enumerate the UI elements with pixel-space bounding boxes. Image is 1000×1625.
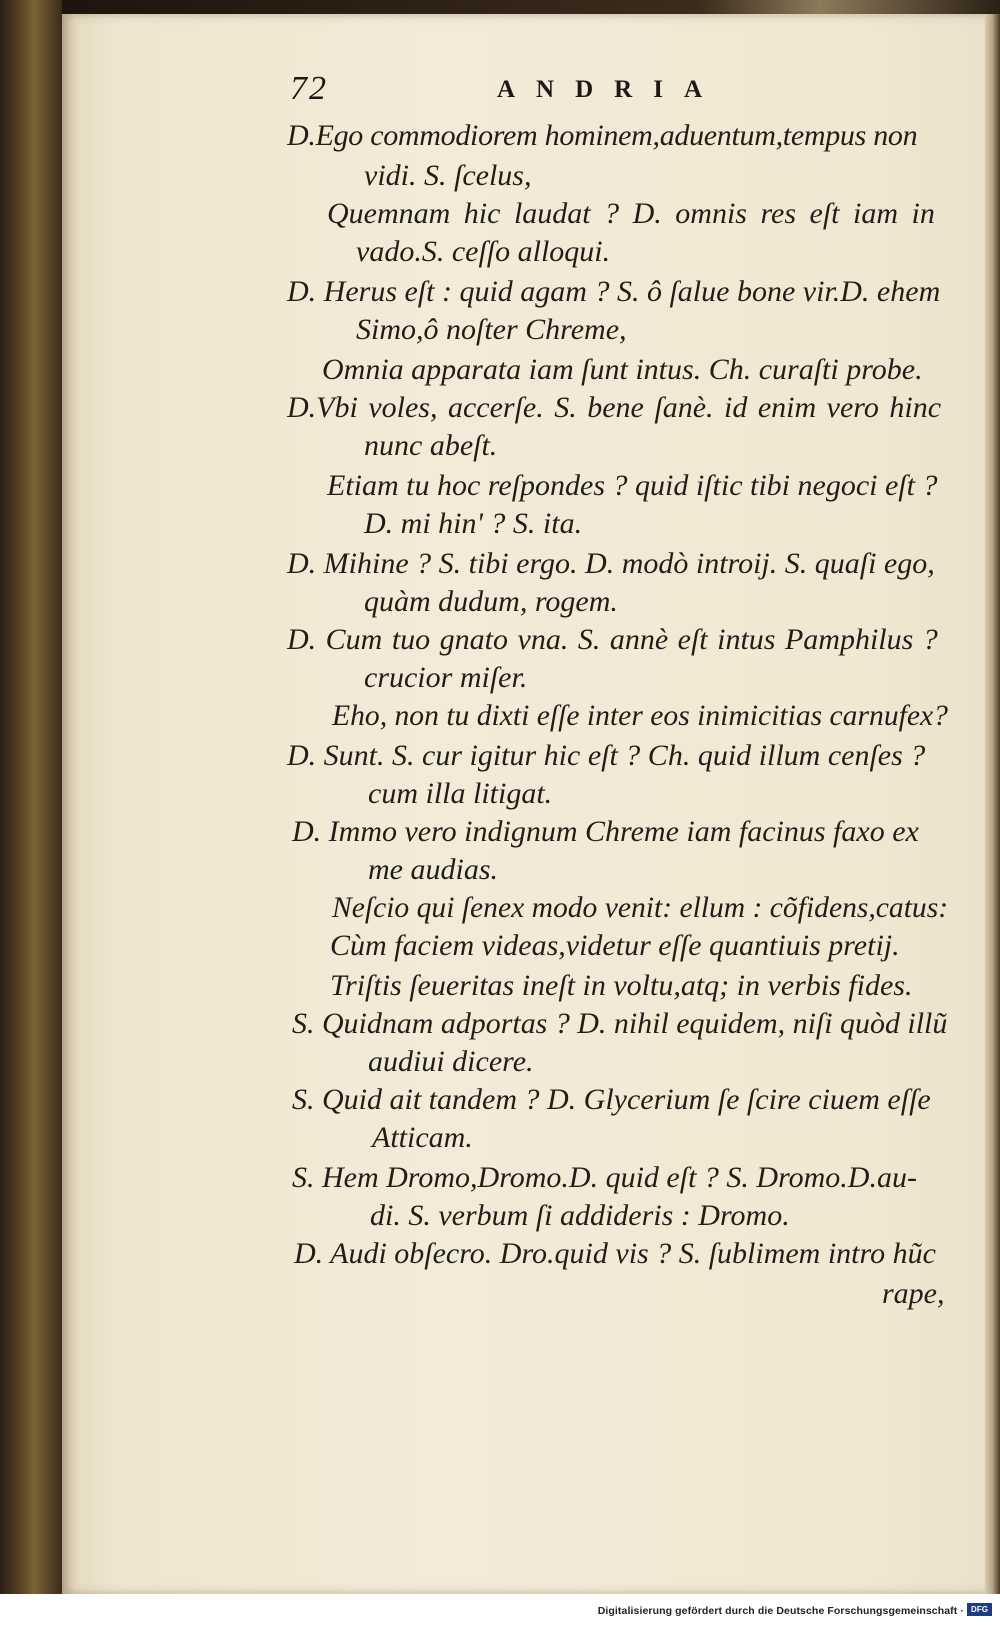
book-spine-edge (0, 0, 62, 1595)
text-line: rape, (882, 1277, 945, 1310)
text-line: crucior miſer. (364, 661, 528, 694)
text-line: vado.S. ceſſo alloqui. (356, 235, 611, 268)
text-line: Simo,ô noſter Chreme, (356, 313, 627, 346)
text-line: Triſtis ſeueritas ineſt in voltu,atq; in verbis fides. (330, 969, 913, 1002)
text-line: D. Audi obſecro. Dro.quid vis ? S. ſublimem intro hũc (294, 1237, 936, 1270)
text-line: S. Quidnam adportas ? D. nihil equidem, niſi quòd illũ (292, 1007, 948, 1040)
text-line: Quemnam hic laudat ? D. omnis res eſt iam in (327, 197, 935, 230)
text-line: quàm dudum, rogem. (364, 585, 618, 618)
text-line: audiui dicere. (368, 1045, 534, 1078)
book-top-edge (0, 0, 1000, 14)
text-line: me audias. (368, 853, 498, 886)
text-line: S. Hem Dromo,Dromo.D. quid eſt ? S. Dromo.D.au- (292, 1161, 917, 1194)
text-line: D. Sunt. S. cur igitur hic eſt ? Ch. quid illum cenſes ? (287, 739, 926, 772)
text-line: S. Quid ait tandem ? D. Glycerium ſe ſcire ciuem eſſe (292, 1083, 931, 1116)
text-line: di. S. verbum ſi addideris : Dromo. (370, 1199, 790, 1232)
text-line: nunc abeſt. (364, 429, 498, 462)
text-line: D. Mihine ? S. tibi ergo. D. modò introij. S. quaſi ego, (287, 547, 935, 580)
funding-credit: Digitalisierung gefördert durch die Deutsche Forschungsgemeinschaft · (597, 1605, 964, 1617)
text-line: D. mi hin' ? S. ita. (364, 507, 583, 540)
text-line: D. Immo vero indignum Chreme iam facinus faxo ex (292, 815, 919, 848)
text-line: Cùm faciem videas,videtur eſſe quantiuis pretij. (330, 929, 900, 962)
text-line: Eho, non tu dixti eſſe inter eos inimicitias carnufex? (332, 699, 948, 732)
text-line: D. Herus eſt : quid agam ? S. ô ſalue bone vir.D. ehem (287, 275, 941, 308)
dfg-logo: DFG (967, 1603, 992, 1616)
text-line: Neſcio qui ſenex modo venit: ellum : cõfidens,catus: (332, 891, 949, 924)
text-line: Etiam tu hoc reſpondes ? quid iſtic tibi negoci eſt ? (327, 469, 938, 502)
text-line: D. Cum tuo gnato vna. S. annè eſt intus Pamphilus ? (287, 623, 938, 656)
text-line: D.Ego commodiorem hominem,aduentum,tempus non (287, 119, 918, 152)
page-number: 72 (290, 70, 328, 107)
text-line: Atticam. (372, 1121, 473, 1154)
text-line: vidi. S. ſcelus, (364, 159, 532, 192)
text-line: D.Vbi voles, accerſe. S. bene ſanè. id enim vero hinc (287, 391, 942, 424)
text-line: Omnia apparata iam ſunt intus. Ch. curaſti probe. (322, 353, 923, 386)
page-fore-edge (985, 14, 1000, 1594)
running-title: ANDRIA (497, 76, 723, 103)
text-line: cum illa litigat. (368, 777, 553, 810)
